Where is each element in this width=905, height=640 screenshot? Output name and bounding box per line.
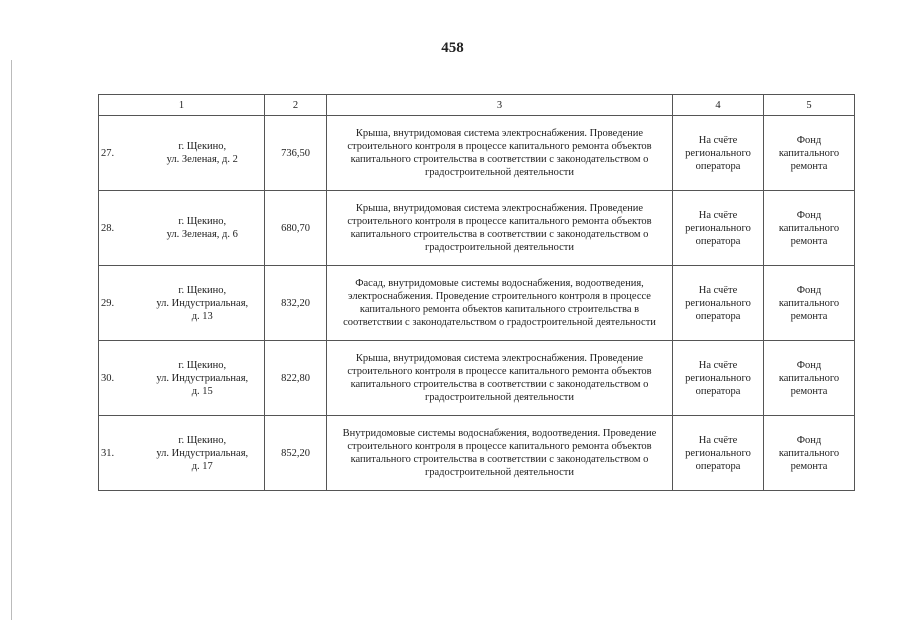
row-number: 27. — [99, 116, 141, 191]
address-cell — [141, 341, 265, 416]
funding-source-cell: Фонд капитального ремонта — [764, 191, 855, 266]
work-description-cell: Внутридомовые системы водоснабжения, водоотведения. Проведение строительного контроля в процессе капитального ремонта объектов капитального строительства в соответствии с законодательством о градостроительной деятельности — [327, 416, 673, 491]
work-description-cell: Крыша, внутридомовая система электроснабжения. Проведение строительного контроля в процессе капитального ремонта объектов капитального строительства в соответствии с законодательством о градостроительной деятельности — [327, 116, 673, 191]
address-street: ул. Зеленая, д. 2 — [166, 154, 238, 165]
address-cell — [141, 116, 265, 191]
column-header-3: 3 — [327, 95, 673, 116]
address-house: д. 13 — [191, 310, 213, 322]
address-street: ул. Индустриальная, — [156, 447, 249, 459]
funding-source-cell: Фонд капитального ремонта — [764, 266, 855, 341]
column-header-5: 5 — [764, 95, 855, 116]
scan-margin-line — [11, 60, 12, 620]
area-cell: 852,20 — [265, 416, 327, 491]
address-house: д. 15 — [191, 385, 213, 397]
funding-account-cell: На счёте регионального оператора — [673, 191, 764, 266]
address-city: г. Щекино, — [178, 359, 227, 371]
address-city: г. Щекино, — [178, 141, 227, 152]
funding-account-cell: На счёте регионального оператора — [673, 266, 764, 341]
table-row — [99, 116, 855, 191]
work-description-cell: Фасад, внутридомовые системы водоснабжения, водоотведения, электроснабжения. Проведение строительного контроля в процессе капитального ремонта объектов капитального строительства в соответствии с законодательством о градостроительной деятельности — [327, 266, 673, 341]
area-cell: 736,50 — [265, 116, 327, 191]
work-description-cell: Крыша, внутридомовая система электроснабжения. Проведение строительного контроля в процессе капитального ремонта объектов капитального строительства в соответствии с законодательством о градостроительной деятельности — [327, 191, 673, 266]
column-header-1: 1 — [99, 95, 265, 116]
column-header-4: 4 — [673, 95, 764, 116]
funding-source-cell: Фонд капитального ремонта — [764, 341, 855, 416]
address-cell — [141, 191, 265, 266]
funding-account-cell: На счёте регионального оператора — [673, 416, 764, 491]
address-cell — [141, 266, 265, 341]
row-number: 28. — [99, 191, 141, 266]
area-cell: 822,80 — [265, 341, 327, 416]
address-cell — [141, 416, 265, 491]
address-city: г. Щекино, — [178, 284, 227, 296]
address-house: д. 17 — [191, 460, 213, 472]
row-number: 29. — [99, 266, 141, 341]
funding-source-cell: Фонд капитального ремонта — [764, 116, 855, 191]
area-cell: 680,70 — [265, 191, 327, 266]
funding-account-cell: На счёте регионального оператора — [673, 341, 764, 416]
address-street: ул. Зеленая, д. 6 — [166, 229, 238, 240]
row-number: 30. — [99, 341, 141, 416]
address-city: г. Щекино, — [178, 216, 227, 227]
funding-source-cell: Фонд капитального ремонта — [764, 416, 855, 491]
row-number: 31. — [99, 416, 141, 491]
address-street: ул. Индустриальная, — [156, 297, 249, 309]
address-city: г. Щекино, — [178, 434, 227, 446]
table-row — [99, 416, 855, 491]
column-header-2: 2 — [265, 95, 327, 116]
table-row — [99, 191, 855, 266]
area-cell: 832,20 — [265, 266, 327, 341]
address-street: ул. Индустриальная, — [156, 372, 249, 384]
repair-register-table — [98, 94, 855, 491]
table-row — [99, 341, 855, 416]
work-description-cell: Крыша, внутридомовая система электроснабжения. Проведение строительного контроля в процессе капитального ремонта объектов капитального строительства в соответствии с законодательством о градостроительной деятельности — [327, 341, 673, 416]
table-row — [99, 266, 855, 341]
funding-account-cell: На счёте регионального оператора — [673, 116, 764, 191]
page-number: 458 — [441, 40, 464, 56]
table-header-row — [99, 95, 855, 116]
